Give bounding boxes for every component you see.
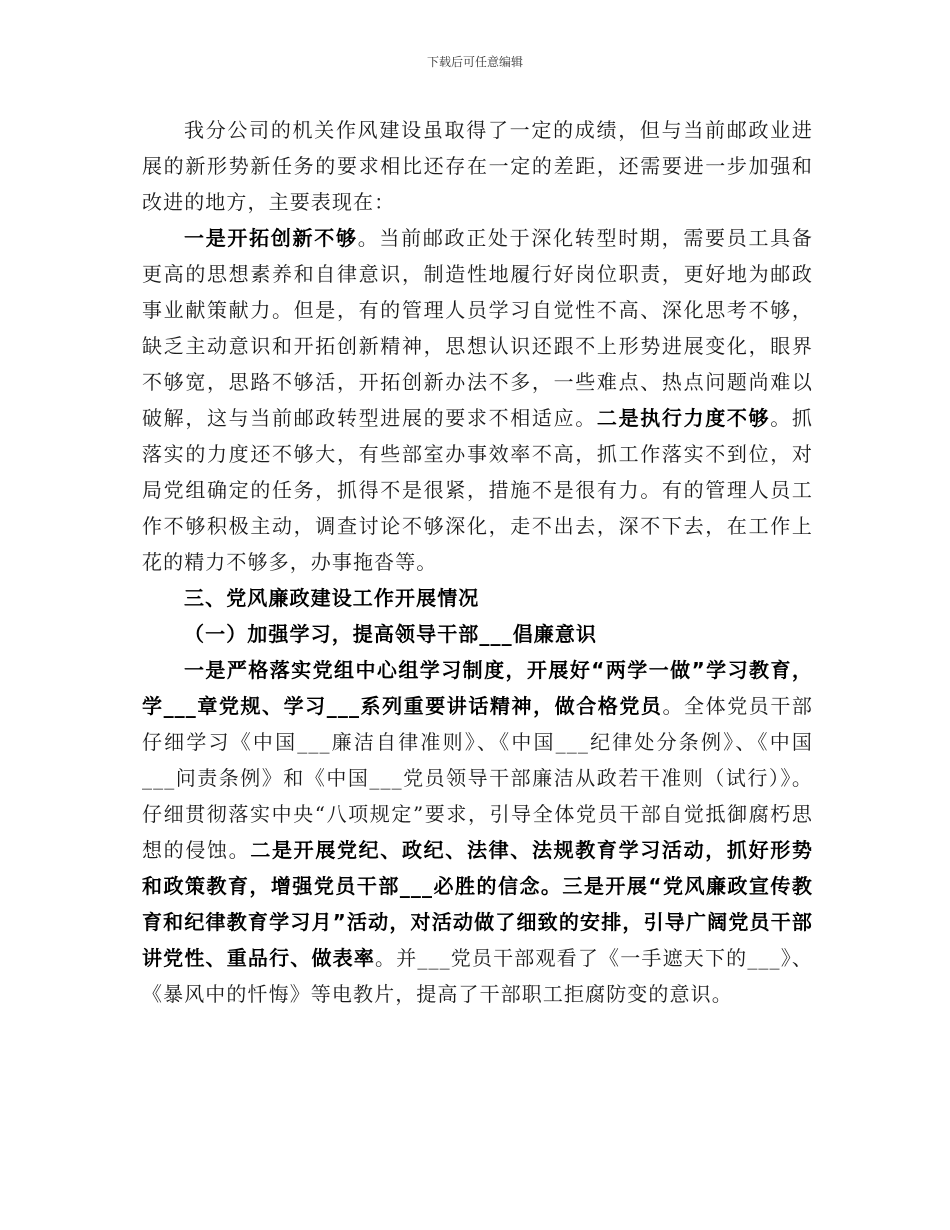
paragraph-text: 。当前邮政正处于深化转型时期，需要员工具备更高的思想素养和自律意识，制造性地履行好岗位职责，更好地为邮政事业献策献力。但是，有的管理人员学习自觉性不高、深化思考不够，缺乏主动意识和开拓创新精神，思想认识还跟不上形势进展变化，眼界不够宽，思路不够活，开拓创新办法不多，一些难点、热点问题尚难以破解，这与当前邮政转型进展的要求不相适应。 (142, 226, 813, 430)
bold-lead-2: 二是执行力度不够 (596, 406, 771, 430)
bold-lead-3: 一是严格落实党组中心组学习制度，开展好“两学一做”学习教育，学___章党规、学习___系列重要讲话精神，做合格党员 (142, 658, 813, 718)
document-body (142, 112, 813, 1012)
paragraph-intro: 我分公司的机关作风建设虽取得了一定的成绩，但与当前邮政业进展的新形势新任务的要求相比还存在一定的差距，还需要进一步加强和改进的地方，主要表现在： (142, 118, 813, 214)
paragraph-text: 。并___党员干部观看了《一手遮天下的___》、《暴风中的忏悔》等电教片，提高了干部职工拒腐防变的意识。 (142, 946, 813, 1006)
page-header: 下载后可任意编辑 (426, 55, 523, 69)
bold-lead-4: 二是开展党纪、政纪、法律、法规教育学习活动，抓好形势和政策教育，增强党员干部___必胜的信念。三是开展“党风廉政宣传教育和纪律教育学习月”活动，对活动做了细致的安排，引导广阔党员干部讲党性、重品行、做表率 (142, 838, 814, 970)
bold-lead-1: 一是开拓创新不够 (184, 226, 358, 250)
section-heading: 三、党风廉政建设工作开展情况 (184, 586, 480, 610)
paragraph-study (142, 652, 813, 1012)
subsection-heading: （一）加强学习，提高领导干部___倡廉意识 (184, 622, 598, 646)
paragraph-problems (142, 220, 813, 580)
paragraph-text: 。抓落实的力度还不够大，有些部室办事效率不高，抓工作落实不到位，对局党组确定的任务，抓得不是很紧，措施不是很有力。有的管理人员工作不够积极主动，调查讨论不够深化，走不出去，深不下去，在工作上花的精力不够多，办事拖沓等。 (142, 406, 813, 574)
paragraph-text: 。全体党员干部仔细学习《中国___廉洁自律准则》、《中国___纪律处分条例》、《中国___问责条例》和《中国___党员领导干部廉洁从政若干准则（试行）》。仔细贯彻落实中央“八项规定”要求，引导全体党员干部自觉抵御腐朽思想的侵蚀。 (142, 694, 813, 862)
